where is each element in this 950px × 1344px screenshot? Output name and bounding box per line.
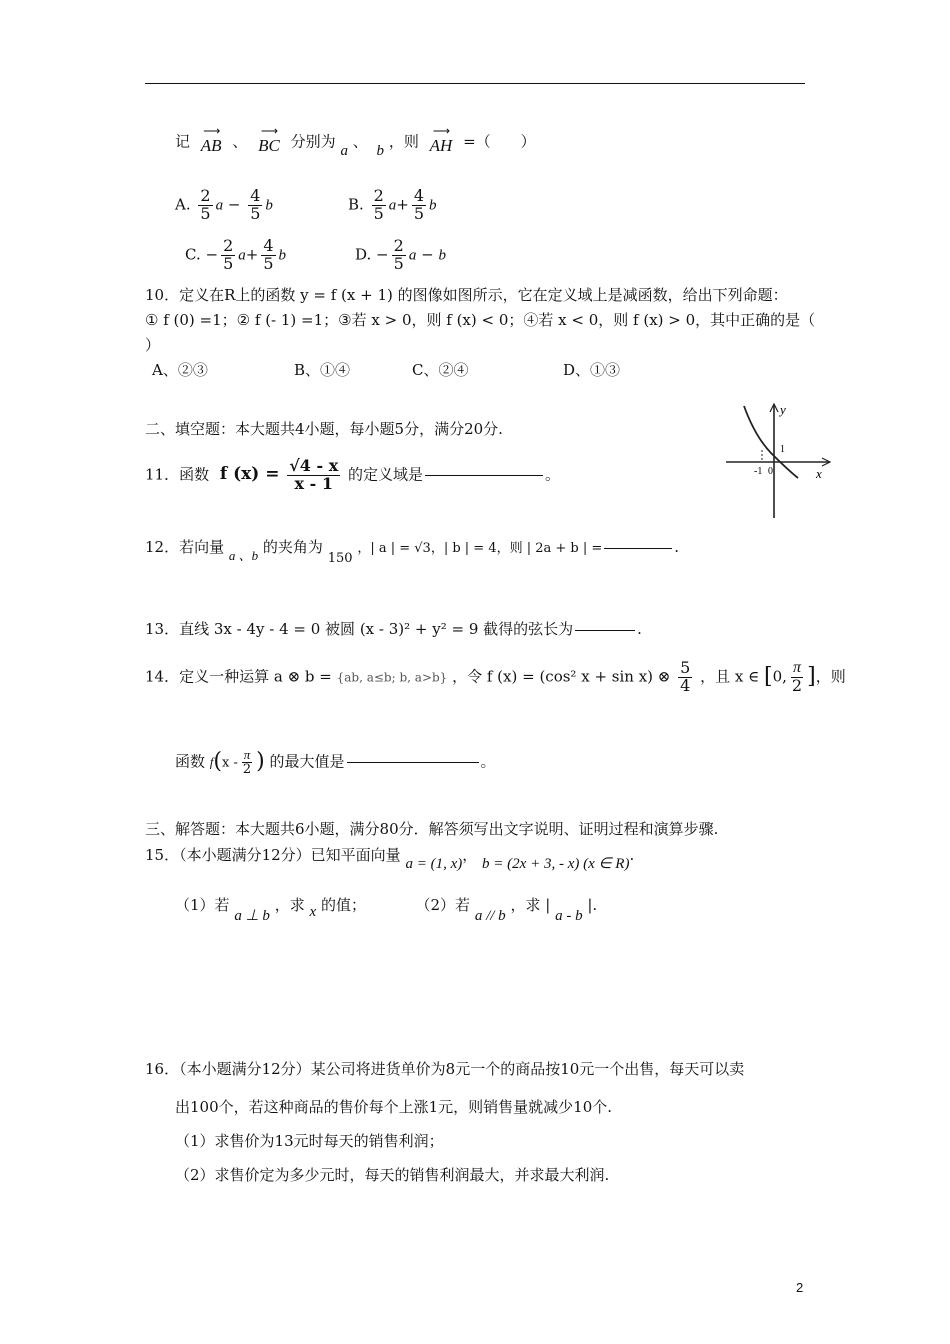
section-2-heading: 二、填空题：本大题共4小题，每小题5分，满分20分.	[145, 420, 503, 438]
tick-neg1: -1	[754, 466, 763, 477]
fraction: $\frac{2}{5}$	[373, 186, 384, 223]
q15-parts: （1）若 a ⊥ b ，求 x 的值； （2）若 a // b ，求 | a - b |.	[175, 896, 598, 924]
vector-ab: ⟶ AB	[200, 124, 222, 156]
q9-option-d: D. − $\frac{2}{5}$ a − b	[355, 236, 446, 273]
answer-blank[interactable]	[347, 761, 479, 763]
fraction: $\frac{2}{5}$	[223, 236, 234, 273]
function-graph	[718, 400, 840, 522]
vector-ah: ⟶ AH	[429, 124, 453, 156]
tick-zero: 0	[768, 466, 773, 477]
header-rule	[145, 83, 805, 84]
q10-choice-a: A、②③	[152, 361, 208, 379]
q13: 13．直线 3x - 4y - 4 = 0 被圆 (x - 3)² + y² = 9 截得的弦长为 .	[145, 620, 642, 638]
answer-blank[interactable]	[575, 629, 635, 631]
q16-line1: 16．（本小题满分12分）某公司将进货单价为8元一个的商品按10元一个出售，每天可以卖	[145, 1060, 745, 1078]
q9-option-b: B. $\frac{2}{5}$ a+ $\frac{4}{5}$ b	[348, 186, 437, 223]
q10-choice-b: B、①④	[294, 361, 351, 379]
x-label: x	[816, 466, 822, 481]
q16-part1: （1）求售价为13元时每天的销售利润；	[175, 1132, 444, 1150]
q11-fraction: $\frac{√4 - x}{x - 1}$	[289, 456, 339, 493]
fraction: $\frac{5}{4}$	[680, 658, 691, 695]
fraction: $\frac{2}{5}$	[393, 236, 404, 273]
q9-intro-text: 记	[175, 132, 191, 151]
q10-line1: 10．定义在R上的函数 y = f (x + 1) 的图像如图所示，它在定义域上是减函数，给出下列命题：	[145, 286, 788, 304]
page-number: 2	[796, 1280, 804, 1295]
fraction: $\frac{4}{5}$	[250, 186, 261, 223]
q15-line1: 15．（本小题满分12分）已知平面向量 a = (1, x)， b = (2x + 3, - x) (x ∈ R).	[145, 846, 635, 872]
q11: 11．函数 f (x) = $\frac{√4 - x}{x - 1}$ 的定义域是 。	[145, 456, 561, 493]
q16-part2: （2）求售价定为多少元时，每天的销售利润最大，并求最大利润.	[175, 1166, 610, 1184]
q10-choice-c: C、②④	[412, 361, 469, 379]
q14-line2: 函数 f(x - $\frac{\pi}{2}$ ) 的最大值是 。	[175, 747, 496, 777]
y-label: y	[780, 402, 786, 417]
answer-blank[interactable]	[425, 474, 543, 476]
fraction: $\frac{\pi}{2}$	[791, 659, 803, 695]
q10-line3: ）	[145, 336, 161, 354]
fraction: $\frac{4}{5}$	[263, 236, 274, 273]
fraction: $\frac{2}{5}$	[200, 186, 211, 223]
q10-line2: ① f (0) =1；② f (- 1) =1；③若 x > 0，则 f (x) < 0；④若 x < 0，则 f (x) > 0，其中正确的是（	[145, 311, 816, 329]
q12: 12．若向量 a 、b 的夹角为 150 ，| a | = √3，| b | = 4，则 | 2a + b | = .	[145, 538, 680, 566]
q10-choice-d: D、①③	[563, 361, 621, 379]
q9-option-c: C. − $\frac{2}{5}$ a+ $\frac{4}{5}$ b	[185, 236, 287, 273]
q9-option-a: A. $\frac{2}{5}$ a − $\frac{4}{5}$ b	[175, 186, 273, 223]
q9-intro: 记 ⟶ AB 、 ⟶ BC 分别为 a 、 b ，则 ⟶ AH =（ ）	[175, 124, 536, 159]
fraction: $\frac{4}{5}$	[413, 186, 425, 223]
section-3-heading: 三、解答题：本大题共6小题，满分80分．解答须写出文字说明、证明过程和演算步骤.	[145, 820, 719, 838]
vector-bc: ⟶ BC	[258, 124, 280, 156]
tick-one: 1	[780, 444, 785, 455]
q14: 14．定义一种运算 a ⊗ b = {ab, a≤b; b, a>b} ，令 f (x) = (cos² x + sin x) ⊗ $\frac{5}{4}$ ，且 x ∈ [0, $\frac{\pi}{2}$ ]，则	[145, 658, 846, 695]
fraction: $\frac{\pi}{2}$	[242, 747, 252, 777]
answer-blank[interactable]	[604, 547, 672, 549]
q16-line2: 出100个，若这种商品的售价每个上涨1元，则销售量就减少10个.	[175, 1098, 613, 1116]
